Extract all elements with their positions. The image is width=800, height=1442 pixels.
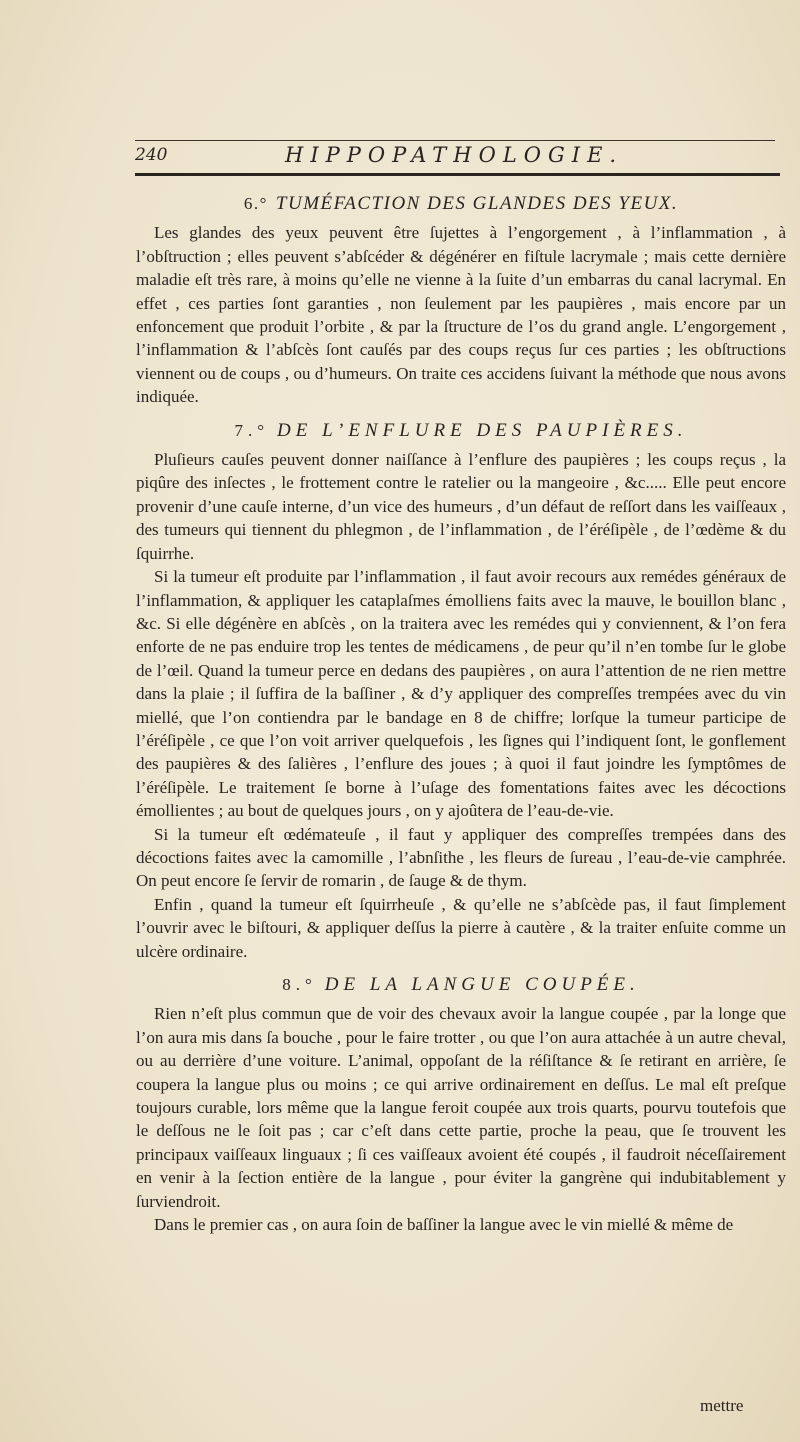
- section-langue: [136, 973, 786, 1236]
- section-title: DE L’ENFLURE DES PAUPIÈRES.: [277, 419, 688, 441]
- paragraph: Enfin , quand la tumeur eſt ſquirrheuſe , & qu’elle ne s’abſcède pas, il faut ſimplement l’ouvrir avec le biſtouri, & appliquer deſſus la pierre à cautère , & la traiter enſuite comme un ulcère ordinaire.: [136, 894, 786, 961]
- page-header: [135, 134, 780, 174]
- section-title: TUMÉFACTION DES GLANDES DES YEUX.: [275, 193, 679, 214]
- section-heading: [136, 419, 786, 442]
- paragraph: Si la tumeur eſt produite par l’inflammation , il faut avoir recours aux remédes généraux de l’inflammation, & appliquer les cataplaſmes émolliens faits avec la mauve, le bouillon blanc , &c. Si elle dégénère en abſcès , on la traitera avec les remédes qui y conviennent, & l’on fera enforte de ne pas enduire trop les tentes de médicamens , de peur qu’il n’en tombe ſur le globe de l’œil. Quand la tumeur perce en dedans des paupières , on aura l’attention de ne rien mettre dans la plaie ; il ſuffira de la baſſiner , & d’y appliquer des compreſſes trempées avec du vin miellé, que l’on contiendra par le bandage en 8 de chiffre; lorſque la tumeur participe de l’éréſipèle , ce que l’on voit arriver quelquefois , les ſignes qui l’indiquent ſont, le gonflement des paupières & des ſalières , l’enflure des joues ; à quoi il faut joindre les ſymptômes de l’éréſipèle. Le traitement ſe borne à l’uſage des fomentations faites avec les décoctions émollientes ; au bout de quelques jours , on y ajoûtera de l’eau-de-vie.: [136, 567, 786, 821]
- section-number: 6.°: [243, 194, 268, 213]
- paragraph: Les glandes des yeux peuvent être ſujettes à l’engorgement , à l’inflammation , à l’obſtruction ; elles peuvent s’abſcéder & dégénérer en fiſtule lacrymale ; mais cette dernière maladie eſt très rare, à moins qu’elle ne vienne à la ſuite d’un embarras du canal lacrymal. En effet , ces parties ſont garanties , non ſeulement par les paupières , mais encore par un enfoncement que produit l’orbite , & par la ſtructure de l’os du grand angle. L’engorgement , l’inflammation & l’abſcès ſont cauſés par des coups reçus ſur ces parties ; les obſtructions viennent ou de coups , ou d’humeurs. On traite ces accidens ſuivant la méthode que nous avons indiquée.: [136, 223, 786, 407]
- section-tumefaction: [136, 192, 786, 409]
- section-heading: [136, 973, 786, 996]
- section-enflure: [136, 419, 786, 963]
- section-title: DE LA LANGUE COUPÉE.: [324, 974, 640, 995]
- section-heading: [136, 192, 786, 215]
- section-number: 8.°: [282, 975, 317, 994]
- paragraph: Pluſieurs cauſes peuvent donner naiſſance à l’enflure des paupières ; les coups reçus , la piqûre des inſectes , le frottement contre le ratelier ou la mangeoire , &c..... Elle peut encore provenir d’une cauſe interne, d’un vice des humeurs , d’un défaut de reſſort dans les vaiſſeaux , des tumeurs qui tiennent du phlegmon , de l’inflammation , de l’éréſipèle , de l’œdème & du ſquirrhe.: [136, 450, 786, 563]
- page-number: 240: [135, 145, 168, 165]
- paragraph: Dans le premier cas , on aura ſoin de baſſiner la langue avec le vin miellé & même de: [154, 1215, 734, 1235]
- header-rule-bottom: [135, 173, 780, 176]
- paragraph: Si la tumeur eſt œdémateuſe , il faut y appliquer des compreſſes trempées dans des décoctions faites avec la camomille , l’abnſithe , les fleurs de ſureau , l’eau-de-vie camphrée. On peut encore ſe ſervir de romarin , de ſauge & de thym.: [136, 824, 786, 891]
- section-number: 7.°: [234, 420, 270, 440]
- catchword: mettre: [700, 1396, 744, 1415]
- page-body: [136, 192, 786, 1236]
- paragraph: Rien n’eſt plus commun que de voir des chevaux avoir la langue coupée , par la longe que l’on aura mis dans ſa bouche , pour le faire trotter , ou que l’on aura attachée à un autre cheval, ou au derrière d’une voiture. L’animal, oppoſant de la réſiſtance & ſe retirant en arrière, ſe coupera la langue plus ou moins ; ce qui arrive ordinairement en deſſus. Le mal eſt preſque toujours curable, lors même que la langue feroit coupée aux trois quarts, pourvu toutefois que le deſſous ne le ſoit pas ; car c’eſt dans cette partie, proche la peau, que ſe trouvent les principaux vaiſſeaux linguaux ; ſi ces vaiſſeaux avoient été coupés , il faudroit néceſſairement en venir à la ſection entière de la langue , pour éviter la gangrène qui indubitablement y ſurviendroit.: [136, 1004, 786, 1211]
- running-head: HIPPOPATHOLOGIE.: [285, 143, 624, 167]
- header-rule-top: [135, 140, 775, 141]
